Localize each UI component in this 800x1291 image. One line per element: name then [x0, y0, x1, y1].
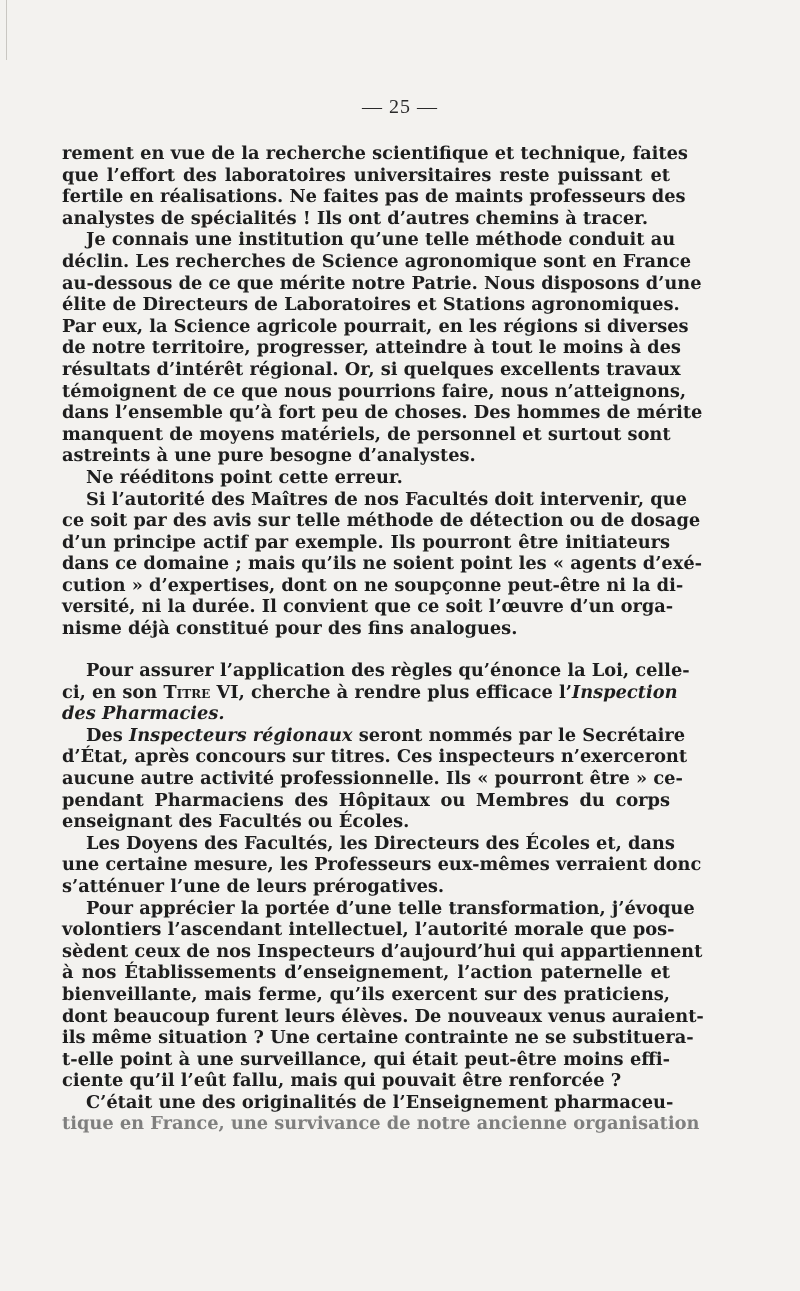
text-line: astreints à une pure besogne d’analystes. — [62, 445, 476, 467]
paragraph-block-1 — [62, 143, 703, 640]
text-line — [62, 681, 678, 704]
text-line: déclin. Les recherches de Science agronomique sont en France — [62, 250, 692, 272]
text-line: Si l’autorité des Maîtres de nos Facultés doit intervenir, que — [86, 488, 687, 510]
text-line: fertile en réalisations. Ne faites pas de maints professeurs des — [62, 186, 686, 208]
paragraph-block-2 — [62, 660, 704, 1135]
text-fragment: ci, en son — [62, 681, 164, 703]
text-line: à nos Établissements d’enseignement, l’action paternelle et — [62, 962, 670, 984]
text-line: d’un principe actif par exemple. Ils pourront être initiateurs — [62, 531, 670, 553]
text-line: t-elle point à une surveillance, qui était peut-être moins effi- — [62, 1048, 670, 1070]
text-line: dont beaucoup furent leurs élèves. De nouveaux venus auraient- — [62, 1005, 704, 1027]
text-line: élite de Directeurs de Laboratoires et Stations agronomiques. — [62, 294, 680, 316]
text-line: versité, ni la durée. Il convient que ce soit l’œuvre d’un orga- — [62, 596, 674, 618]
text-line: résultats d’intérêt régional. Or, si quelques excellents travaux — [62, 358, 681, 380]
title-small-caps: Titre — [163, 681, 211, 703]
text-fragment: VI, cherche à rendre plus efficace l’ — [210, 681, 572, 703]
text-line: que l’effort des laboratoires universitaires reste puissant et — [62, 164, 670, 186]
text-line: volontiers l’ascendant intellectuel, l’autorité morale que pos- — [62, 919, 675, 941]
text-line: ils même situation ? Une certaine contrainte ne se substituera- — [62, 1027, 694, 1049]
italic-line: des Pharmacies. — [62, 703, 225, 725]
italic-term: Inspection — [571, 681, 678, 703]
text-line: Par eux, la Science agricole pourrait, en les régions si diverses — [62, 315, 689, 337]
text-line: analystes de spécialités ! Ils ont d’autres chemins à tracer. — [62, 207, 649, 229]
text-line: au-dessous de ce que mérite notre Patrie. Nous disposons d’une — [62, 272, 702, 294]
text-line: ciente qu’il l’eût fallu, mais qui pouvait être renforcée ? — [62, 1070, 622, 1092]
text-line: Je connais une institution qu’une telle méthode conduit au — [86, 229, 676, 251]
text-fragment: seront nommés par le Secrétaire — [352, 724, 686, 746]
text-line: ce soit par des avis sur telle méthode de détection ou de dosage — [62, 510, 701, 532]
text-line: témoignent de ce que nous pourrions faire, nous n’atteignons, — [62, 380, 687, 402]
text-line: cution » d’expertises, dont on ne soupçonne peut-être ni la di- — [62, 574, 684, 596]
text-line: dans ce domaine ; mais qu’ils ne soient point les « agents d’exé- — [62, 553, 703, 575]
text-line: d’État, après concours sur titres. Ces inspecteurs n’exerceront — [62, 746, 688, 768]
italic-term: Inspecteurs régionaux — [128, 724, 353, 746]
margin-rule — [6, 0, 7, 60]
text-line: de notre territoire, progresser, atteindre à tout le moins à des — [62, 337, 681, 359]
text-line: bienveillante, mais ferme, qu’ils exercent sur des praticiens, — [62, 983, 670, 1005]
text-fragment: Des — [86, 724, 129, 746]
text-line: aucune autre activité professionnelle. Ils « pourront être » ce- — [62, 767, 683, 789]
text-line: sèdent ceux de nos Inspecteurs d’aujourd’hui qui appartiennent — [62, 940, 703, 962]
text-line: manquent de moyens matériels, de personnel et surtout sont — [62, 423, 671, 445]
text-line: s’atténuer l’une de leurs prérogatives. — [62, 875, 445, 897]
text-line: une certaine mesure, les Professeurs eux-mêmes verraient donc — [62, 854, 702, 876]
text-line: nisme déjà constitué pour des fins analogues. — [62, 618, 518, 640]
text-line: Pour assurer l’application des règles qu’énonce la Loi, celle- — [86, 660, 690, 681]
text-line: Ne rééditons point cette erreur. — [86, 466, 403, 488]
text-line: pendant Pharmaciens des Hôpitaux ou Membres du corps — [62, 789, 670, 811]
text-line: tique en France, une survivance de notre ancienne organisation — [62, 1113, 700, 1135]
text-line: Pour apprécier la portée d’une telle transformation, j’évoque — [86, 897, 695, 919]
text-line: C’était une des originalités de l’Enseignement pharmaceu- — [86, 1091, 674, 1113]
page-number: — 25 — — [362, 96, 438, 118]
text-line: Les Doyens des Facultés, les Directeurs des Écoles et, dans — [86, 832, 675, 854]
text-line — [62, 724, 686, 747]
text-line: rement en vue de la recherche scientifique et technique, faites — [62, 143, 688, 164]
text-line: enseignant des Facultés ou Écoles. — [62, 811, 410, 833]
text-line: dans l’ensemble qu’à fort peu de choses. Des hommes de mérite — [62, 402, 703, 424]
